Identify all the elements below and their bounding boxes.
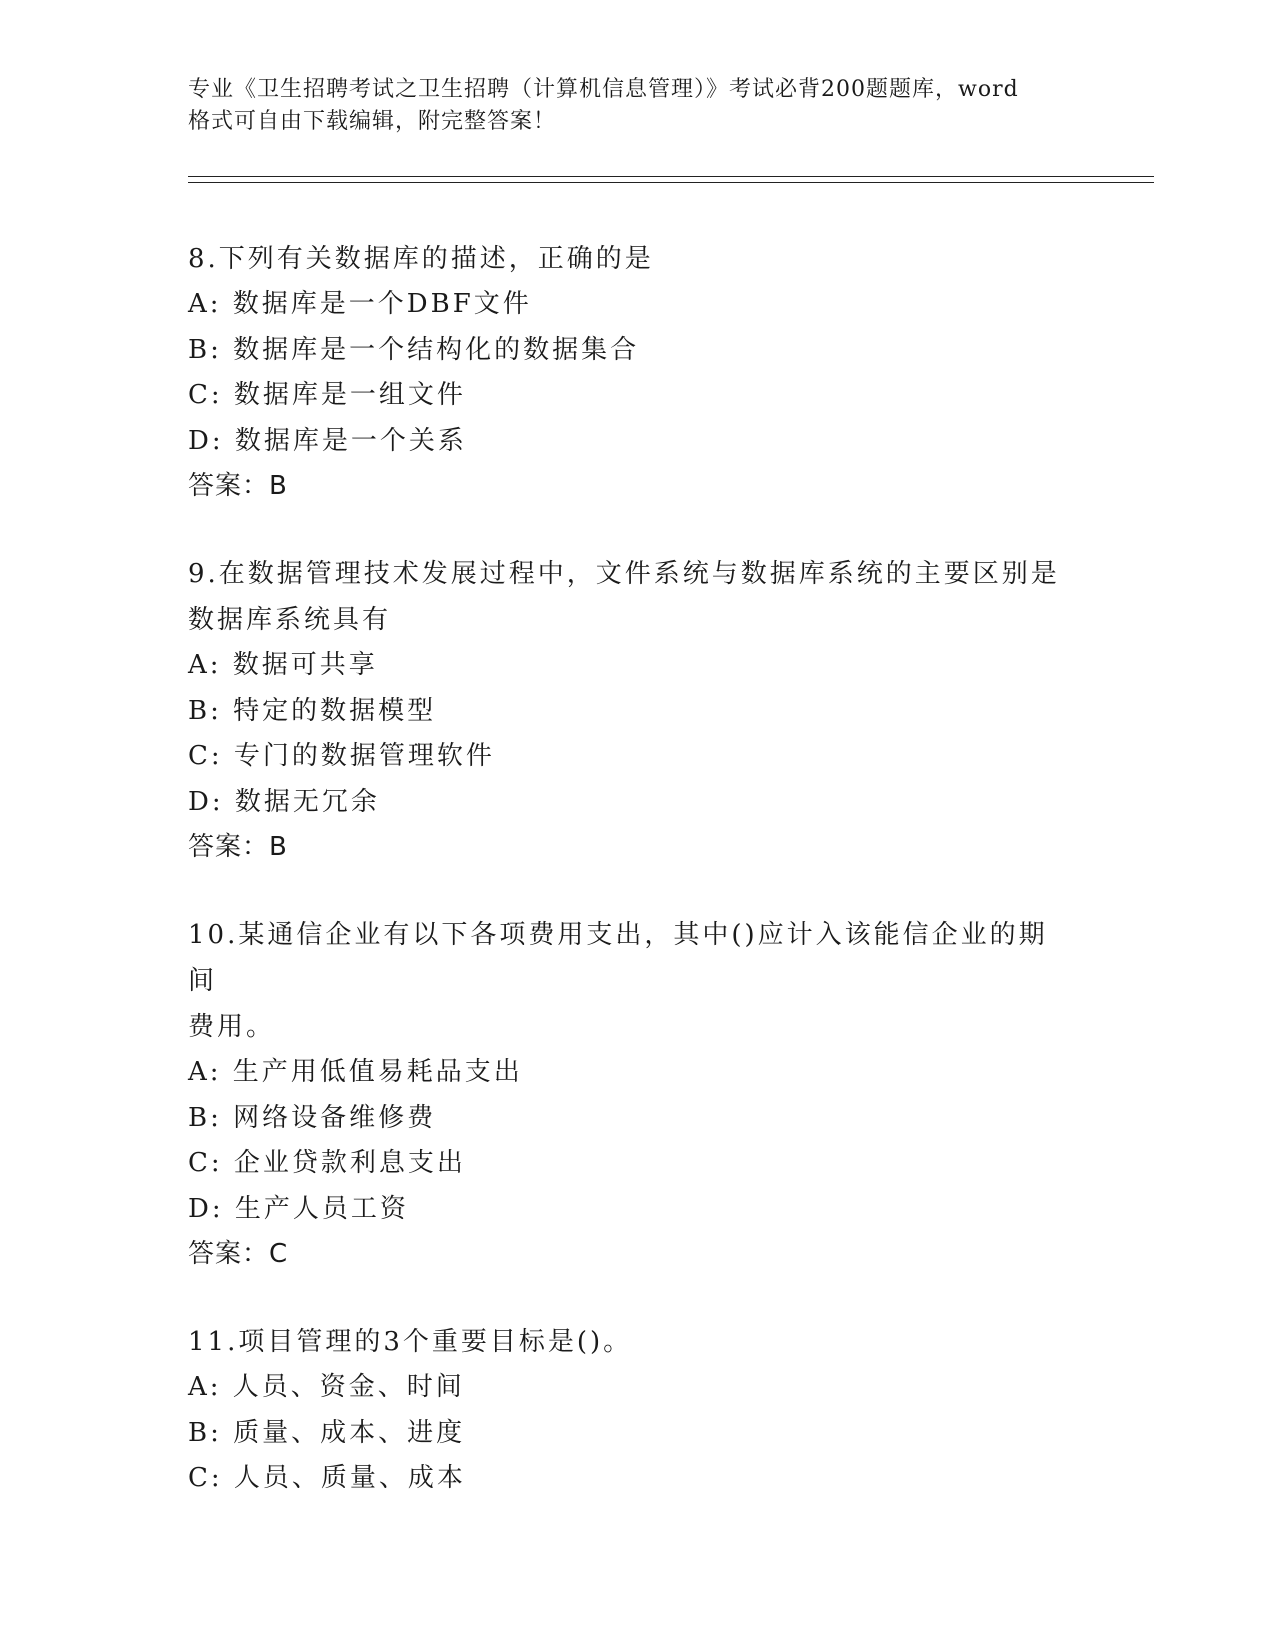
header-divider-top (188, 176, 1154, 177)
option-c: C: 数据库是一组文件 (188, 380, 466, 410)
option-a: A: 生产用低值易耗品支出 (188, 1057, 523, 1087)
option-a: A: 人员、资金、时间 (188, 1372, 465, 1402)
question-9 (188, 551, 1088, 870)
answer-line: 答案：B (188, 471, 288, 501)
question-10 (188, 912, 1088, 1277)
question-stem: 9.在数据管理技术发展过程中，文件系统与数据库系统的主要区别是 (188, 559, 1060, 589)
option-d: D: 数据无冗余 (188, 786, 380, 817)
answer-line: 答案：B (188, 832, 288, 862)
option-a: A: 数据库是一个DBF文件 (188, 289, 532, 319)
question-11 (188, 1319, 1088, 1502)
question-8 (188, 236, 1088, 509)
option-b: B: 特定的数据模型 (188, 695, 437, 726)
option-b: B: 质量、成本、进度 (188, 1417, 466, 1448)
option-b: B: 数据库是一个结构化的数据集合 (188, 334, 640, 365)
question-stem-continued: 数据库系统具有 (188, 605, 392, 635)
option-a: A: 数据可共享 (188, 650, 378, 680)
question-stem-continued: 费用。 (188, 1012, 276, 1042)
header-divider-bottom (188, 182, 1154, 183)
header-title-line-2: 格式可自由下载编辑，附完整答案！ (188, 109, 557, 134)
header-title-line-1: 专业《卫生招聘考试之卫生招聘（计算机信息管理）》考试必背200题题库，word (188, 77, 1019, 102)
question-list (188, 236, 1088, 1544)
question-stem: 11.项目管理的3个重要目标是()。 (188, 1327, 633, 1357)
option-d: D: 数据库是一个关系 (188, 425, 467, 456)
answer-line: 答案：C (188, 1239, 289, 1269)
document-header (188, 74, 1088, 138)
option-c: C: 人员、质量、成本 (188, 1463, 466, 1493)
option-b: B: 网络设备维修费 (188, 1102, 437, 1133)
option-c: C: 企业贷款利息支出 (188, 1148, 466, 1178)
option-d: D: 生产人员工资 (188, 1193, 409, 1224)
question-stem: 10.某通信企业有以下各项费用支出，其中()应计入该能信企业的期间 (188, 920, 1048, 996)
option-c: C: 专门的数据管理软件 (188, 741, 495, 771)
question-stem: 8.下列有关数据库的描述，正确的是 (188, 244, 654, 274)
